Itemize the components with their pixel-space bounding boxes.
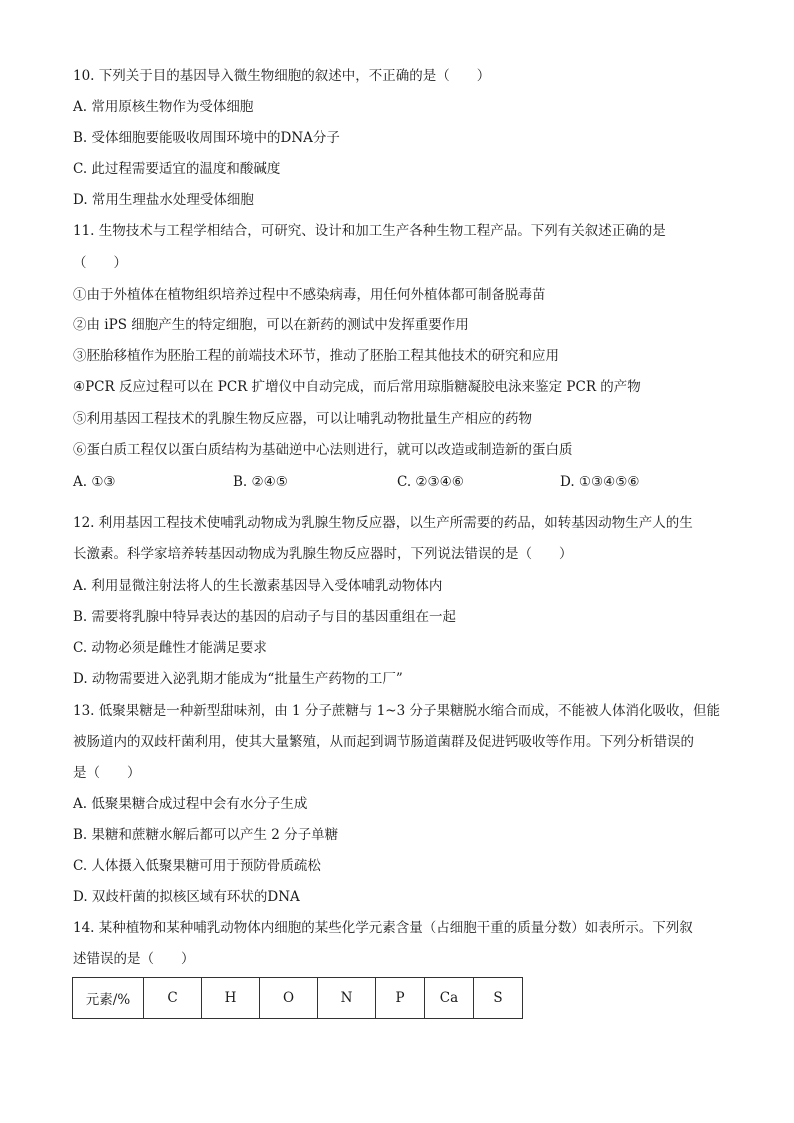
q11-stem: 11. 生物技术与工程学相结合，可研究、设计和加工生产各种生物工程产品。下列有关叙述正确的是 — [73, 223, 666, 239]
table-header-cell: Ca — [425, 978, 474, 1019]
table-header-cell: N — [318, 978, 376, 1019]
q10-option-c: C. 此过程需要适宜的温度和酸碱度 — [73, 161, 281, 177]
q14-stem: 14. 某种植物和某种哺乳动物体内细胞的某些化学元素含量（占细胞干重的质量分数）如表所示。下列叙 — [73, 920, 693, 936]
q11-statement-4: ④PCR 反应过程可以在 PCR 扩增仪中自动完成，而后常用琼脂糖凝胶电泳来鉴定 PCR 的产物 — [73, 379, 641, 395]
table-header-cell: 元素/% — [73, 978, 144, 1019]
q13-option-b: B. 果糖和蔗糖水解后都可以产生 2 分子单糖 — [73, 827, 339, 843]
q13-option-c: C. 人体摄入低聚果糖可用于预防骨质疏松 — [73, 858, 321, 874]
q12-option-b: B. 需要将乳腺中特异表达的基因的启动子与目的基因重组在一起 — [73, 609, 457, 625]
q10-option-b: B. 受体细胞要能吸收周围环境中的DNA分子 — [73, 130, 340, 146]
table-header-cell: S — [474, 978, 523, 1019]
q10-stem: 10. 下列关于目的基因导入微生物细胞的叙述中，不正确的是（ ） — [73, 68, 491, 84]
q12-option-a: A. 利用显微注射法将人的生长激素基因导入受体哺乳动物体内 — [73, 578, 443, 594]
q11-statement-6: ⑥蛋白质工程仅以蛋白质结构为基础逆中心法则进行，就可以改造或制造新的蛋白质 — [73, 442, 573, 458]
q11-option-a: A. ①③ — [73, 474, 116, 490]
q11-statement-3: ③胚胎移植作为胚胎工程的前端技术环节，推动了胚胎工程其他技术的研究和应用 — [73, 348, 559, 364]
q13-stem-cont2: 是（ ） — [73, 765, 141, 781]
q14-stem-cont: 述错误的是（ ） — [73, 951, 195, 967]
q10-option-a: A. 常用原核生物作为受体细胞 — [73, 99, 254, 115]
q12-option-c: C. 动物必须是雌性才能满足要求 — [73, 640, 267, 656]
q13-stem-cont: 被肠道内的双歧杆菌利用，使其大量繁殖，从而起到调节肠道菌群及促进钙吸收等作用。下列分析错误的 — [73, 734, 694, 750]
q11-option-d: D. ①③④⑤⑥ — [560, 474, 640, 490]
q11-statement-2: ②由 iPS 细胞产生的特定细胞，可以在新药的测试中发挥重要作用 — [73, 317, 469, 333]
q12-stem: 12. 利用基因工程技术使哺乳动物成为乳腺生物反应器，以生产所需要的药品，如转基因动物生产人的生 — [73, 515, 693, 531]
q13-stem: 13. 低聚果糖是一种新型甜味剂，由 1 分子蔗糖与 1~3 分子果糖脱水缩合而成，不能被人体消化吸收，但能 — [73, 703, 721, 719]
q12-option-d: D. 动物需要进入泌乳期才能成为“批量生产药物的工厂” — [73, 671, 403, 687]
q13-option-a: A. 低聚果糖合成过程中会有水分子生成 — [73, 796, 308, 812]
element-content-table — [72, 977, 523, 1019]
table-header-row — [73, 978, 523, 1019]
q12-stem-cont: 长激素。科学家培养转基因动物成为乳腺生物反应器时，下列说法错误的是（ ） — [73, 546, 573, 562]
table-header-cell: H — [202, 978, 260, 1019]
q11-option-b: B. ②④⑤ — [233, 474, 288, 490]
q11-stem-cont: （ ） — [73, 255, 127, 271]
table-header-cell: O — [260, 978, 318, 1019]
q11-statement-5: ⑤利用基因工程技术的乳腺生物反应器，可以让哺乳动物批量生产相应的药物 — [73, 411, 532, 427]
q13-option-d: D. 双歧杆菌的拟核区域有环状的DNA — [73, 889, 300, 905]
q11-statement-1: ①由于外植体在植物组织培养过程中不感染病毒，用任何外植体都可制备脱毒苗 — [73, 287, 546, 303]
table-header-cell: C — [144, 978, 202, 1019]
q10-option-d: D. 常用生理盐水处理受体细胞 — [73, 192, 254, 208]
table-header-cell: P — [376, 978, 425, 1019]
q11-option-c: C. ②③④⑥ — [397, 474, 464, 490]
